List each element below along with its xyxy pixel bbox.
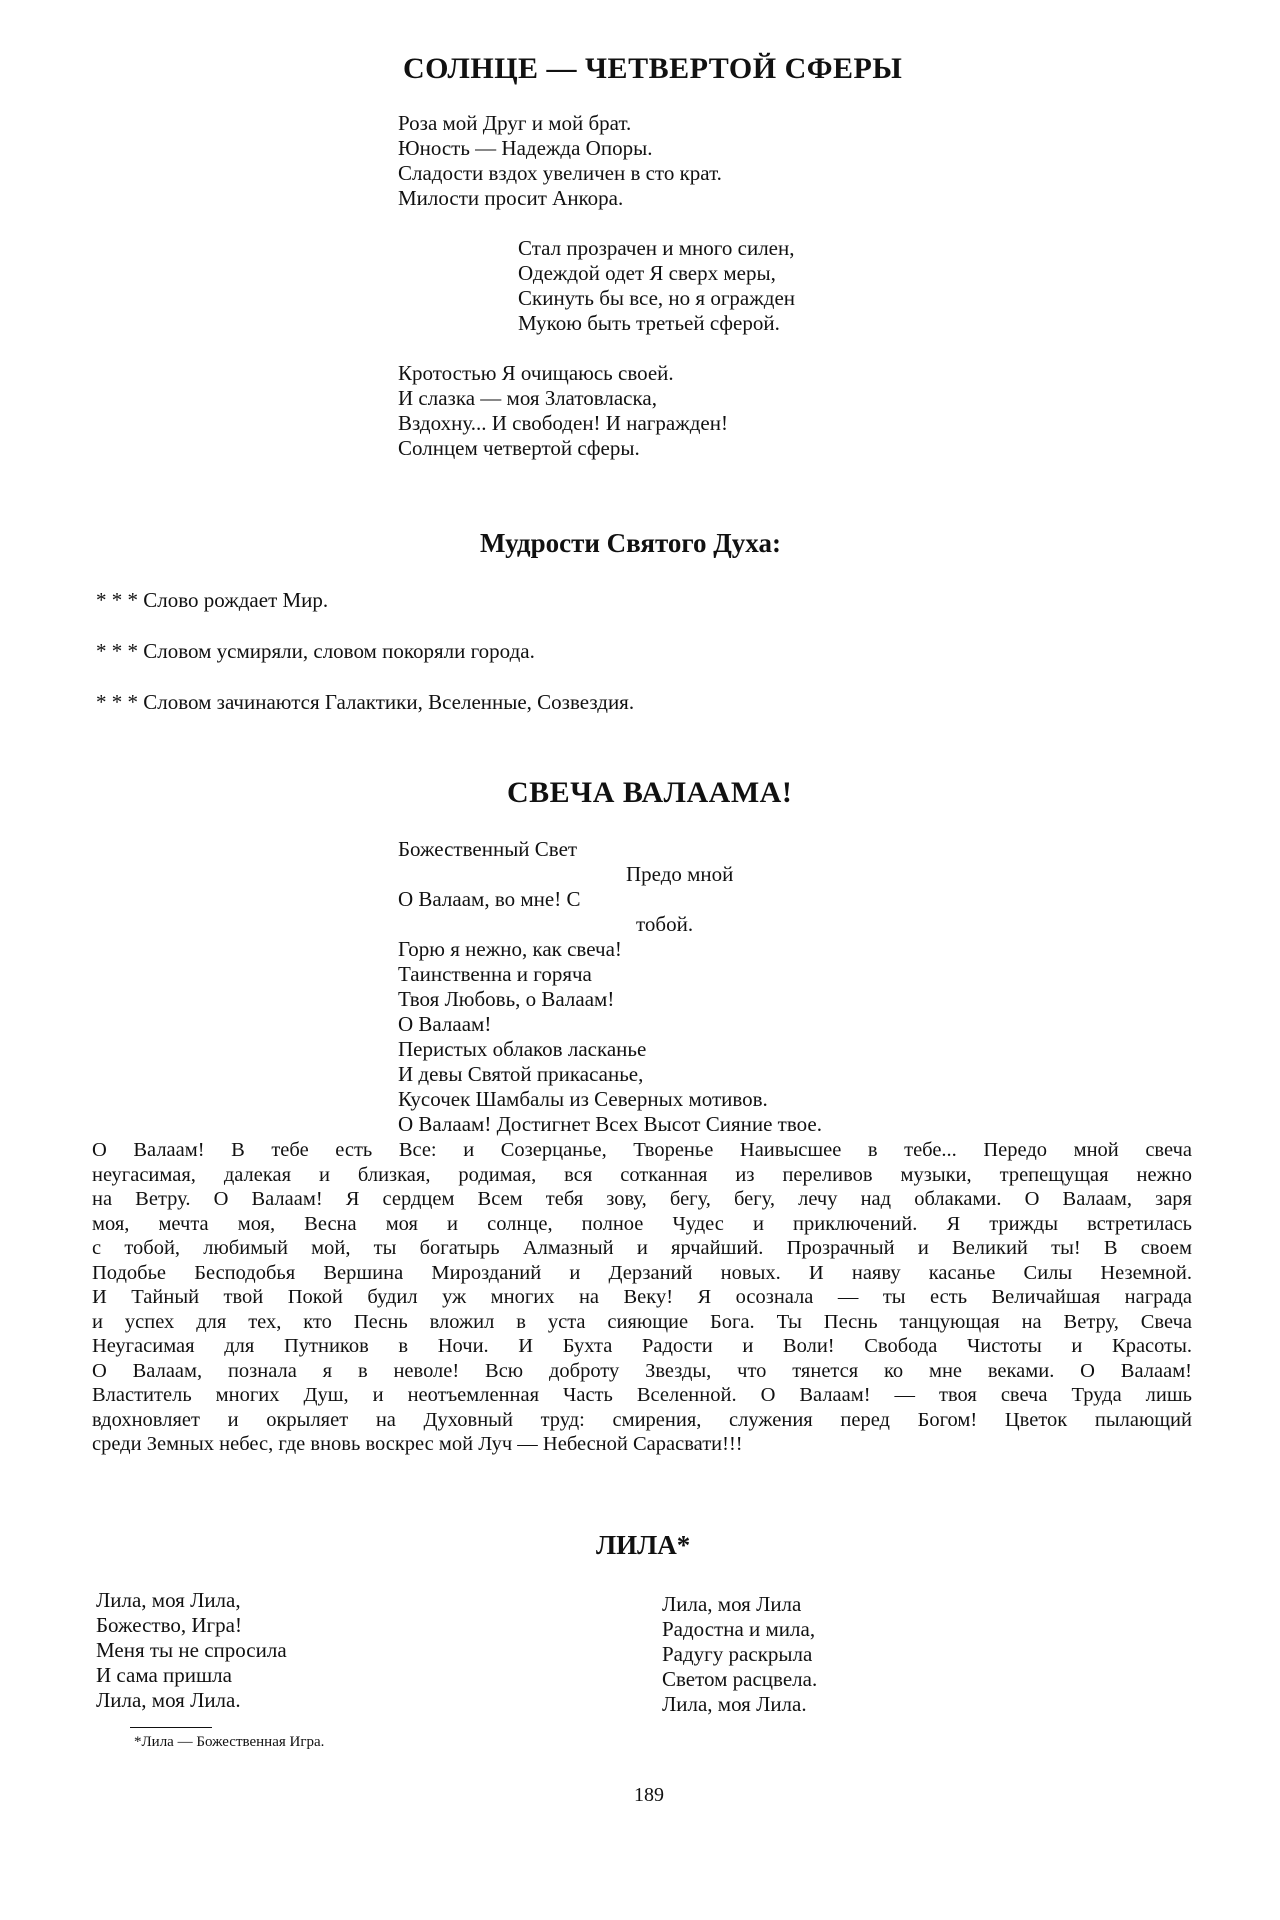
poem-line: Перистых облаков ласканье bbox=[398, 1037, 647, 1061]
poem-line: Лила, моя Лила. bbox=[662, 1692, 807, 1716]
poem-line: И сама пришла bbox=[96, 1663, 232, 1687]
poem-line: Милости просит Анкора. bbox=[398, 186, 624, 210]
page-number: 189 bbox=[634, 1784, 664, 1806]
poem-line: О Валаам! Достигнет Всех Высот Сияние твое. bbox=[398, 1112, 822, 1136]
prose-line: О Валаам! В тебе есть Все: и Созерцанье, Творенье Наивысшее в тебе... Передо мной свеча bbox=[92, 1139, 1192, 1161]
poem-line: Меня ты не спросила bbox=[96, 1638, 287, 1662]
prose-line: неугасимая, далекая и близкая, родимая, вся сотканная из переливов музыки, трепещущая нежно bbox=[92, 1163, 1192, 1186]
poem-line: Горю я нежно, как свеча! bbox=[398, 937, 622, 961]
poem-line: Кротостью Я очищаюсь своей. bbox=[398, 361, 674, 385]
section-title-valaam: СВЕЧА ВАЛААМА! bbox=[507, 776, 793, 809]
footnote: *Лила — Божественная Игра. bbox=[134, 1734, 325, 1750]
prose-line: на Ветру. О Валаам! Я сердцем Всем тебя зову, бегу, бегу, лечу над облаками. О Валаам, заря bbox=[92, 1188, 1192, 1210]
poem-line: О Валаам! bbox=[398, 1012, 492, 1036]
poem-line: И слазка — моя Златовласка, bbox=[398, 386, 657, 410]
wisdom-item: * * * Словом усмиряли, словом покоряли города. bbox=[96, 639, 535, 663]
prose-line: И Тайный твой Покой будил уж многих на Веку! Я осознала — ты есть Величайшая награда bbox=[92, 1286, 1192, 1308]
prose-line: О Валаам, познала я в неволе! Всю доброту Звезды, что тянется ко мне веками. О Валаам! bbox=[92, 1359, 1192, 1382]
poem-line: Стал прозрачен и много силен, bbox=[518, 236, 795, 260]
poem-line: Лила, моя Лила, bbox=[96, 1588, 241, 1612]
poem-line: Светом расцвела. bbox=[662, 1667, 818, 1691]
wisdom-item: * * * Словом зачинаются Галактики, Вселенные, Созвездия. bbox=[96, 690, 635, 714]
poem-line: Таинственна и горяча bbox=[398, 962, 592, 986]
poem-line: Твоя Любовь, о Валаам! bbox=[398, 987, 615, 1011]
poem-line: Юность — Надежда Опоры. bbox=[398, 136, 653, 160]
prose-line: Подобье Бесподобья Вершина Мирозданий и Дерзаний новых. И наяву касанье Силы Неземной. bbox=[92, 1261, 1192, 1284]
poem-line: И девы Святой прикасанье, bbox=[398, 1062, 644, 1086]
section-title-sun: СОЛНЦЕ — ЧЕТВЕРТОЙ СФЕРЫ bbox=[403, 52, 903, 85]
poem-line: Сладости вздох увеличен в сто крат. bbox=[398, 161, 722, 185]
poem-line: Лила, моя Лила bbox=[662, 1592, 802, 1616]
poem-line: О Валаам, во мне! С bbox=[398, 887, 581, 911]
prose-line: моя, мечта моя, Весна моя и солнце, полное Чудес и приключений. Я трижды встретилась bbox=[92, 1212, 1192, 1235]
poem-line: Божественный Свет bbox=[398, 837, 578, 861]
prose-line: Властитель многих Душ, и неотъемленная Часть Вселенной. О Валаам! — твоя свеча Труда лишь bbox=[92, 1384, 1192, 1406]
prose-line: среди Земных небес, где вновь воскрес мой Луч — Небесной Сарасвати!!! bbox=[92, 1433, 743, 1455]
prose-line: и успех для тех, кто Песнь вложил в уста сияющие Бога. Ты Песнь танцующая на Ветру, Свеча bbox=[92, 1310, 1192, 1333]
poem-line: Божество, Игра! bbox=[96, 1613, 242, 1637]
valaam-prose bbox=[92, 1138, 1192, 1457]
poem-line: Мукою быть третьей сферой. bbox=[518, 311, 780, 335]
poem-line: Радостна и мила, bbox=[662, 1617, 816, 1641]
poem-line: Кусочек Шамбалы из Северных мотивов. bbox=[398, 1087, 768, 1111]
prose-line: вдохновляет и окрыляет на Духовный труд: смирения, служения перед Богом! Цветок пылающий bbox=[92, 1408, 1192, 1431]
poem-line: Лила, моя Лила. bbox=[96, 1688, 241, 1712]
poem-line: Скинуть бы все, но я огражден bbox=[518, 286, 796, 310]
poem-line: Солнцем четвертой сферы. bbox=[398, 436, 640, 460]
section-title-wisdom: Мудрости Святого Духа: bbox=[480, 528, 781, 558]
poem-line: Радугу раскрыла bbox=[662, 1642, 813, 1666]
prose-line: с тобой, любимый мой, ты богатырь Алмазный и ярчайший. Прозрачный и Великий ты! В своем bbox=[92, 1237, 1192, 1259]
poem-line: Вздохну... И свободен! И награжден! bbox=[398, 411, 728, 435]
wisdom-item: * * * Слово рождает Мир. bbox=[96, 588, 329, 612]
poem-line: Предо мной bbox=[626, 862, 734, 886]
poem-line: Одеждой одет Я сверх меры, bbox=[518, 261, 776, 285]
prose-line: Неугасимая для Путников в Ночи. И Бухта Радости и Воли! Свобода Чистоты и Красоты. bbox=[92, 1335, 1192, 1357]
poem-line: тобой. bbox=[636, 912, 694, 936]
footnote-divider bbox=[130, 1727, 212, 1728]
poem-line: Роза мой Друг и мой брат. bbox=[398, 111, 632, 135]
section-title-lila: ЛИЛА* bbox=[596, 1530, 691, 1560]
